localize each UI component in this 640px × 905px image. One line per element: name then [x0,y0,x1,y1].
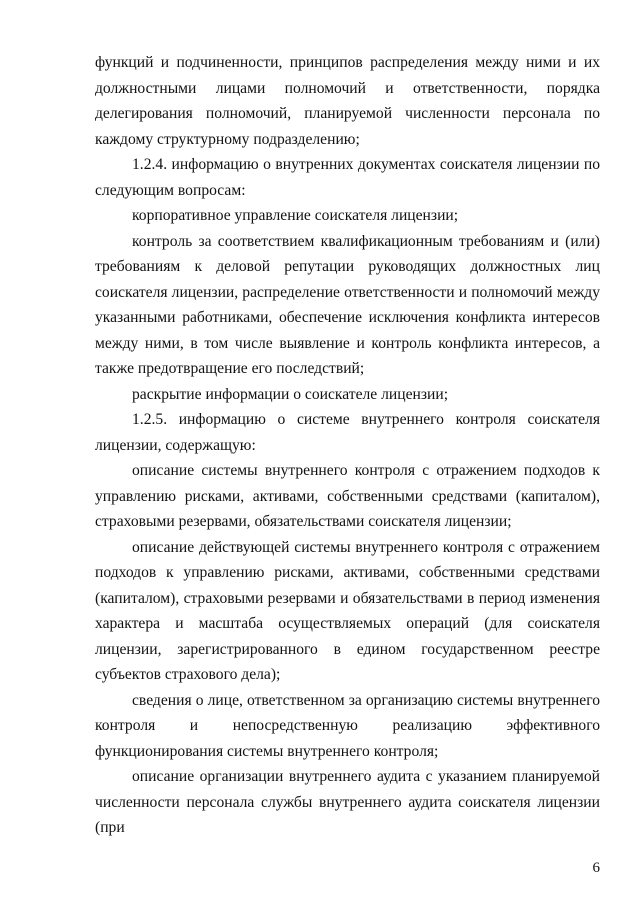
page-number: 6 [592,860,600,876]
body-text [95,50,600,841]
paragraph-internal-audit: описание организации внутреннего аудита с указанием планируемой численности персонала службы внутреннего аудита соискателя лицензии (при [95,768,600,836]
paragraph-1-2-5: 1.2.5. информацию о системе внутреннего контроля соискателя лицензии, содержащую: [95,411,600,454]
paragraph-qualification-control: контроль за соответствием квалификационным требованиям и (или) требованиям к деловой репутации руководящих должностных лиц соискателя лицензии, распределение ответственности и полномочий между указанными работниками, обеспечение исключения конфликта интересов между ними, в том числе выявление и контроль конфликта интересов, а также предотвращение его последствий; [95,232,600,377]
paragraph-continuation: функций и подчиненности, принципов распределения между ними и их должностными лицами полномочий и ответственности, порядка делегирования полномочий, планируемой численности персонала по каждому структурному подразделению; [95,54,600,148]
paragraph-1-2-4: 1.2.4. информацию о внутренних документах соискателя лицензии по следующим вопросам: [95,156,600,199]
paragraph-responsible-person: сведения о лице, ответственном за организацию системы внутреннего контроля и непосредственную реализацию эффективного функционирования системы внутреннего контроля; [95,691,600,760]
paragraph-corporate-governance: корпоративное управление соискателя лицензии; [132,207,459,224]
paragraph-internal-control-description: описание системы внутреннего контроля с отражением подходов к управлению рисками, активами, собственными средствами (капиталом), страховыми резервами, обязательствами соискателя лицензии; [95,462,600,530]
paragraph-disclosure: раскрытие информации о соискателе лицензии; [132,385,449,403]
paragraph-current-internal-control: описание действующей системы внутреннего контроля с отражением подходов к управлению рисками, активами, собственными средствами (капиталом), страховыми резервами и обязательствами в период изменения характера и масштаба осуществляемых операций (для соискателя лицензии, зарегистрированного в едином государственном реестре субъектов страхового дела); [95,538,600,683]
